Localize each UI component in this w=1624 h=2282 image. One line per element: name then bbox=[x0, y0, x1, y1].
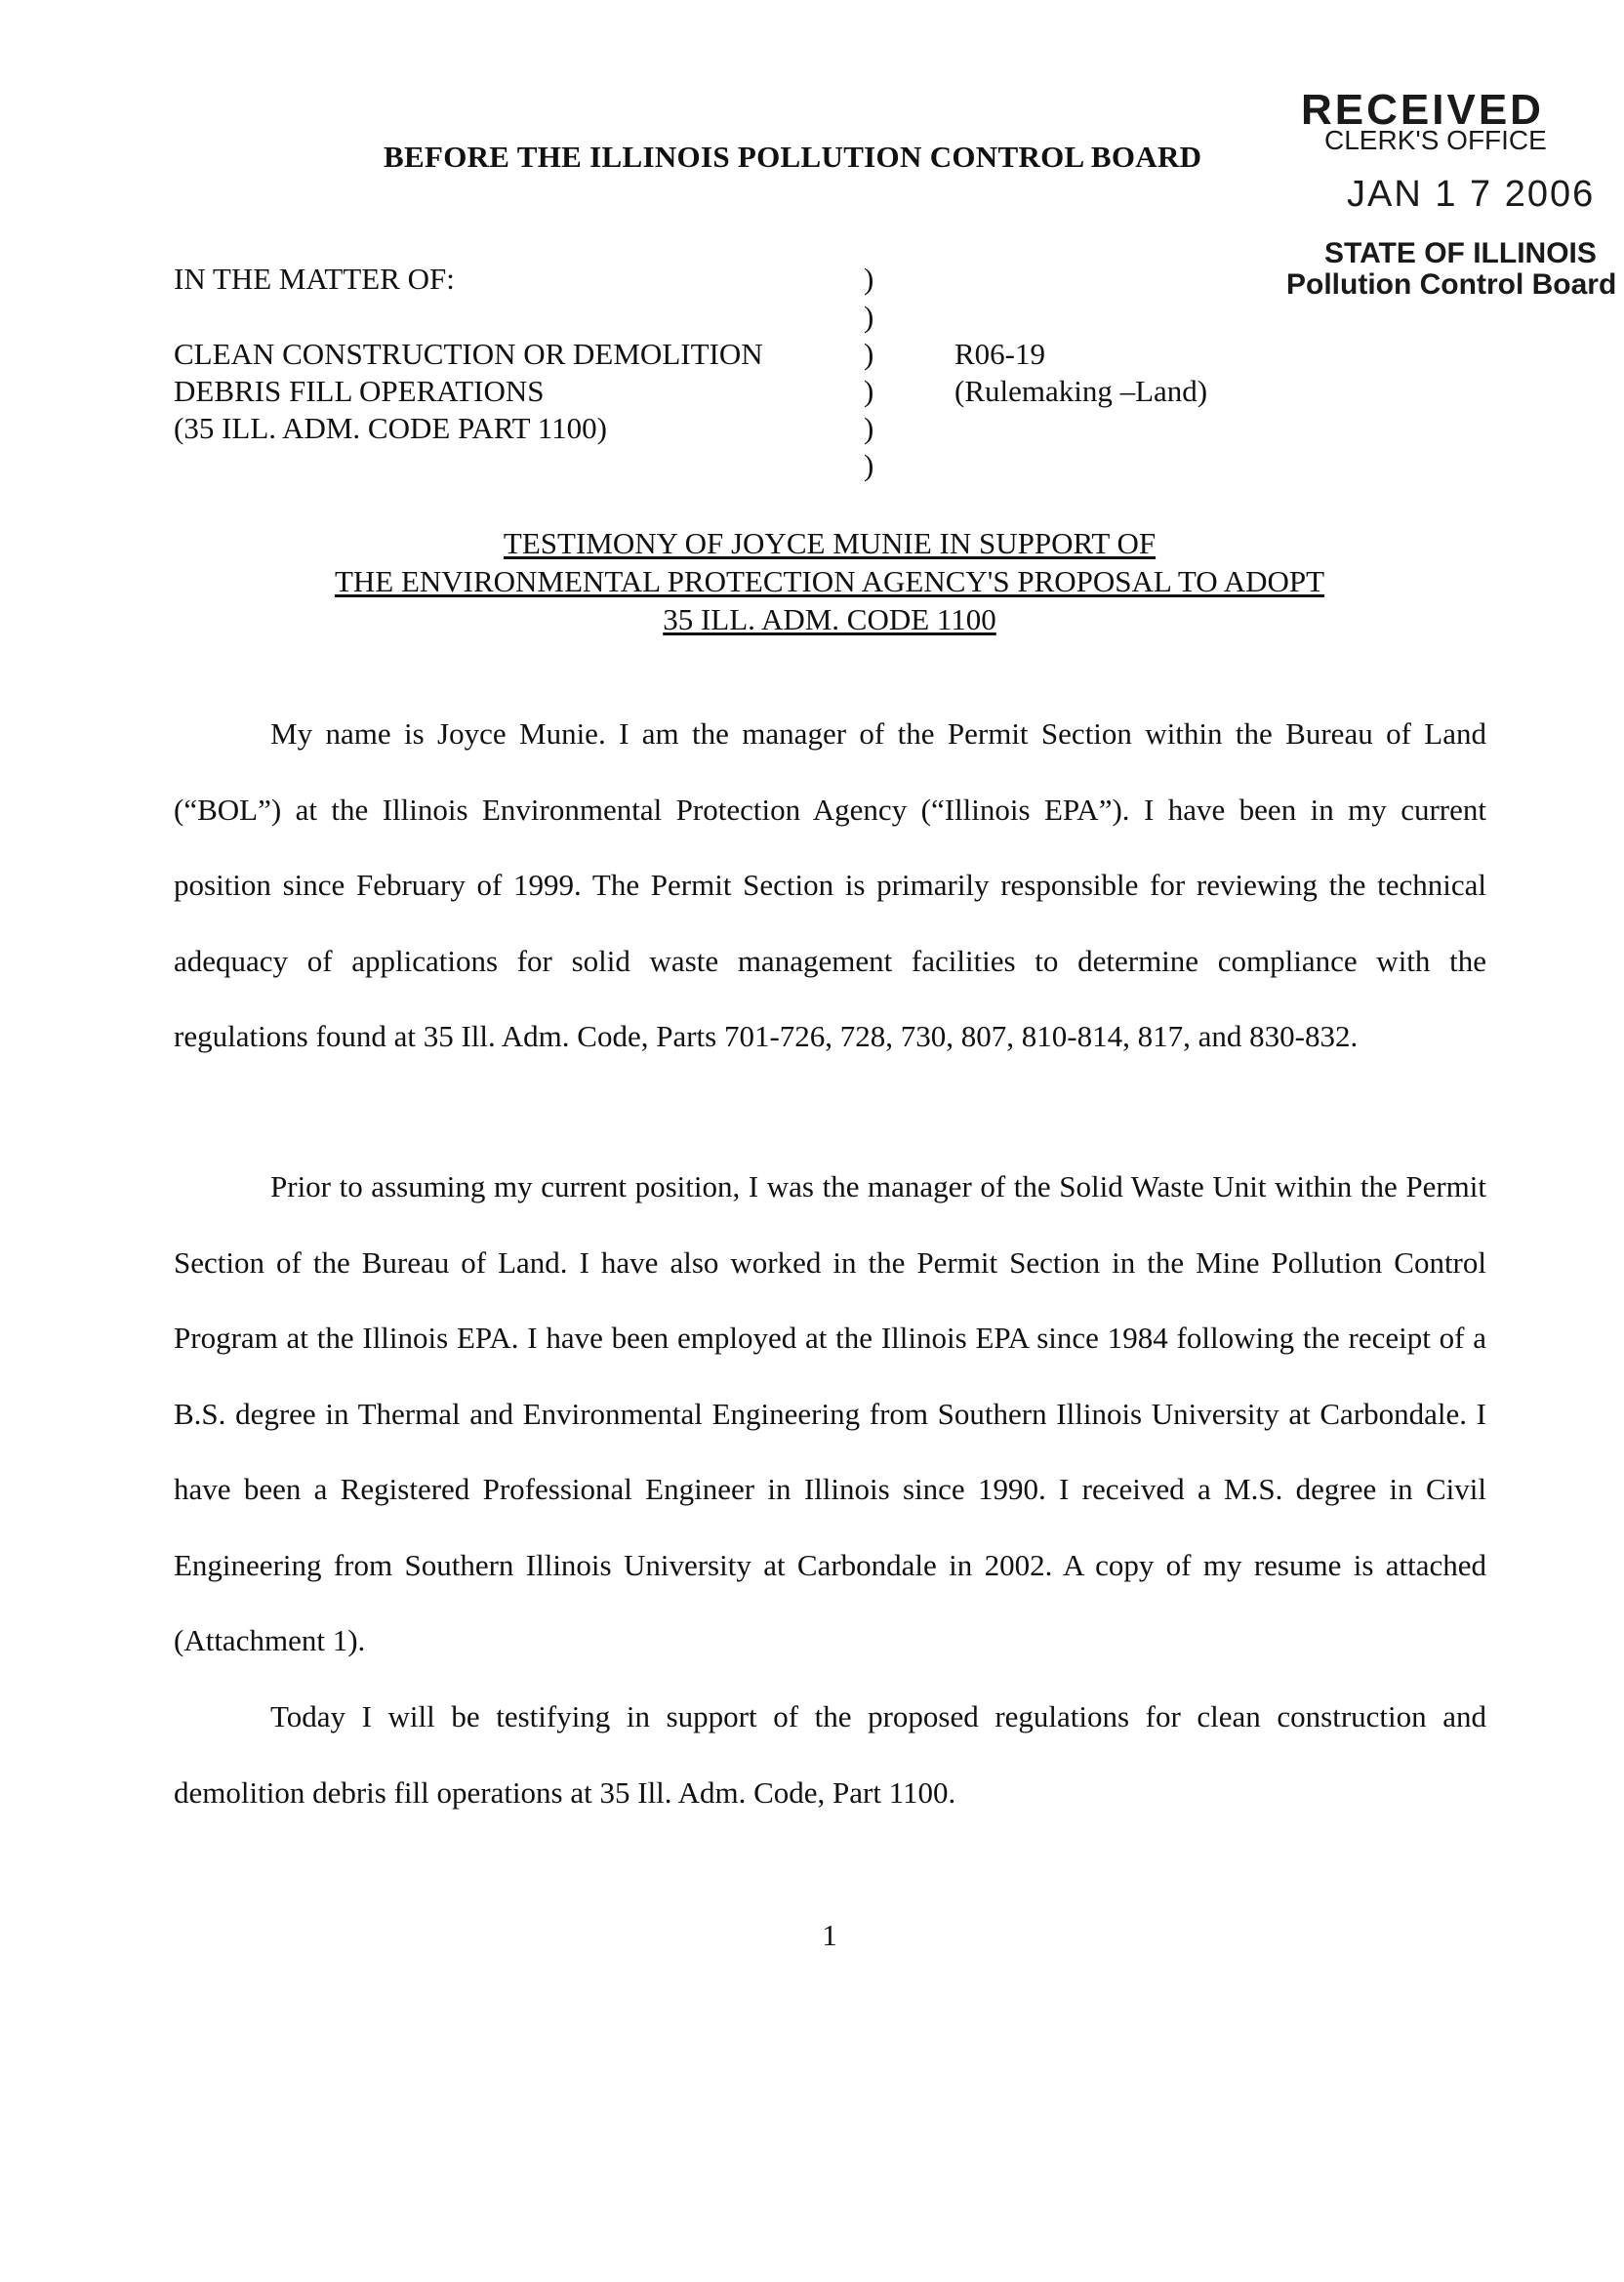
stamp-clerks-office: CLERK'S OFFICE bbox=[1324, 125, 1547, 155]
stamp-received: RECEIVED bbox=[1301, 86, 1544, 134]
stamp-date: JAN 1 7 2006 bbox=[1347, 174, 1596, 215]
title-line: THE ENVIRONMENTAL PROTECTION AGENCY'S PROPOSAL TO ADOPT bbox=[334, 564, 1325, 598]
caption-paren: ) bbox=[864, 262, 874, 296]
page-number: 1 bbox=[822, 1918, 837, 1952]
title-line: TESTIMONY OF JOYCE MUNIE IN SUPPORT OF bbox=[503, 526, 1157, 560]
body-paragraph: Prior to assuming my current position, I was the manager of the Solid Waste Unit within the Permit Section of the Bureau of Land. I have also worked in the Permit Section in the Mine Pollution Control Program at the Illinois EPA. I have been employed at the Illinois EPA since 1984 following the receipt of a B.S. degree in Thermal and Environmental Engineering from Southern Illinois University at Carbondale. I have been a Registered Professional Engineer in Illinois since 1990. I received a M.S. degree in Civil Engineering from Southern Illinois University at Carbondale in 2002. A copy of my resume is attached (Attachment 1). bbox=[174, 1169, 1486, 1657]
caption-line: CLEAN CONSTRUCTION OR DEMOLITION bbox=[174, 337, 763, 371]
body-paragraph: My name is Joyce Munie. I am the manager of the Permit Section within the Bureau of Land (“BOL”) at the Illinois Environmental Protection Agency (“Illinois EPA”). I have been in my current position since February of 1999. The Permit Section is primarily responsible for reviewing the technical adequacy of applications for solid waste management facilities to determine compliance with the regulations found at 35 Ill. Adm. Code, Parts 701-726, 728, 730, 807, 810-814, 817, and 830-832. bbox=[174, 716, 1486, 1053]
caption-paren: ) bbox=[864, 300, 874, 334]
stamp-board: Pollution Control Board bbox=[1286, 268, 1617, 301]
caption-line: (35 ILL. ADM. CODE PART 1100) bbox=[174, 411, 607, 445]
board-header: BEFORE THE ILLINOIS POLLUTION CONTROL BOARD bbox=[384, 140, 1202, 174]
caption-paren: ) bbox=[864, 337, 874, 371]
title-line: 35 ILL. ADM. CODE 1100 bbox=[663, 602, 996, 636]
docket-number: R06-19 bbox=[954, 337, 1045, 371]
caption-paren: ) bbox=[864, 411, 874, 445]
caption-paren: ) bbox=[864, 374, 874, 408]
caption-line: DEBRIS FILL OPERATIONS bbox=[174, 374, 545, 408]
caption-paren: ) bbox=[864, 448, 874, 482]
body-paragraph: Today I will be testifying in support of the proposed regulations for clean construction and demolition debris fill operations at 35 Ill. Adm. Code, Part 1100. bbox=[174, 1699, 1486, 1810]
caption-matter: IN THE MATTER OF: bbox=[174, 262, 455, 296]
stamp-state: STATE OF ILLINOIS bbox=[1324, 237, 1597, 269]
docket-type: (Rulemaking –Land) bbox=[954, 374, 1208, 408]
